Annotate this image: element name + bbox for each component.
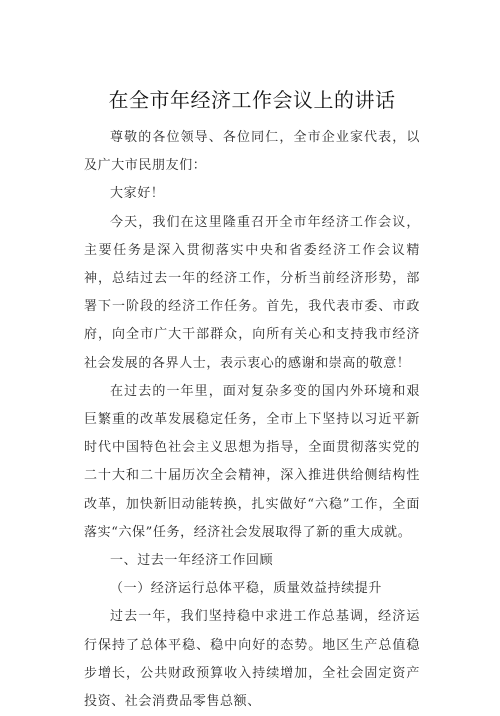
document-title: 在全市年经济工作会议上的讲话 xyxy=(108,88,396,112)
body-paragraph: 过去一年，我们坚持稳中求进工作总基调，经济运行保持了总体平稳、稳中向好的态势。地区生产总值稳步增长，公共财政预算收入持续增加，全社会固定资产投资、社会消费品零售总额、 xyxy=(84,609,420,710)
greeting-paragraph: 大家好！ xyxy=(110,186,165,202)
opening-paragraph: 今天，我们在这里隆重召开全市年经济工作会议，主要任务是深入贯彻落实中央和省委经济工作会议精神，总结过去一年的经济工作，分析当前经济形势，部署下一阶段的经济工作任务。首先，我代表市委、市政府，向全市广大干部群众，向所有关心和支持我市经济社会发展的各界人士，表示衷心的感谢和崇高的敬意！ xyxy=(84,214,420,371)
salutation-paragraph: 尊敬的各位领导、各位同仁，全市企业家代表，以及广大市民朋友们： xyxy=(84,130,420,174)
subsection-heading: （一）经济运行总体平稳，质量效益持续提升 xyxy=(110,581,383,597)
section-heading: 一、过去一年经济工作回顾 xyxy=(110,553,274,569)
review-intro-paragraph: 在过去的一年里，面对复杂多变的国内外环境和艰巨繁重的改革发展稳定任务，全市上下坚持以习近平新时代中国特色社会主义思想为指导，全面贯彻落实党的二十大和二十届历次全会精神，深入推进供给侧结构性改革，加快新旧动能转换，扎实做好“六稳”工作，全面落实“六保”任务，经济社会发展取得了新的重大成就。 xyxy=(84,383,420,540)
